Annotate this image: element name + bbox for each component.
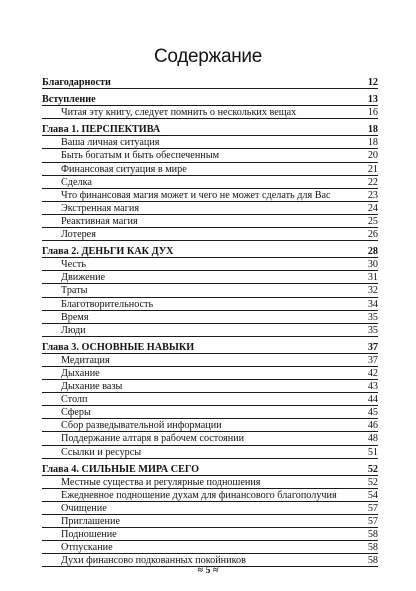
toc-section-row — [42, 258, 378, 271]
toc-section-row — [42, 284, 378, 297]
toc-entry-title: Сбор разведывательной информации — [61, 420, 222, 432]
toc-entry-title: Дыхание вазы — [61, 381, 123, 393]
toc-entry-title: Столп — [61, 394, 88, 406]
toc-entry-title: Траты — [61, 285, 88, 297]
toc-entry-title: Духи финансово подкованных покойников — [61, 555, 246, 567]
toc-page-number: 43 — [367, 381, 378, 393]
toc-page-number: 44 — [367, 394, 378, 406]
toc-entry-title: Финансовая ситуация в мире — [61, 163, 187, 175]
toc-entry-title: Лотерея — [61, 229, 96, 241]
toc-page-number: 22 — [367, 176, 378, 188]
toc-section-row — [42, 136, 378, 149]
toc-section-row — [42, 354, 378, 367]
toc-page-number: 37 — [367, 341, 378, 353]
toc-chapter-row — [42, 93, 378, 106]
toc-page-number: 30 — [367, 259, 378, 271]
toc-page-number: 18 — [367, 124, 378, 136]
toc-page-number: 57 — [367, 516, 378, 527]
toc-page-number: 21 — [367, 163, 378, 175]
toc-entry-title: Отпускание — [61, 542, 113, 554]
toc-section-row — [42, 446, 378, 459]
toc-section-row — [42, 393, 378, 406]
toc-entry-title: Глава 1. ПЕРСПЕКТИВА — [42, 124, 161, 136]
toc-entry-title: Сферы — [61, 407, 91, 419]
toc-section-row — [42, 432, 378, 445]
toc-page-number: 18 — [367, 137, 378, 149]
toc-section-row — [42, 476, 378, 489]
toc-page-number: 24 — [367, 202, 378, 214]
toc-entry-title: Глава 4. СИЛЬНЫЕ МИРА СЕГО — [42, 463, 200, 475]
toc-page-number: 48 — [367, 433, 378, 445]
page-number: ≈ 5 ≈ — [197, 565, 219, 576]
toc-entry-title: Вступление — [42, 94, 96, 106]
toc-entry-title: Ваша личная ситуация — [61, 137, 160, 149]
toc-page-number: 52 — [367, 463, 378, 475]
toc-section-row — [42, 202, 378, 215]
toc-entry-title: Реактивная магия — [61, 215, 138, 227]
toc-entry-title: Дыхание — [61, 367, 100, 379]
toc-page-number: 32 — [367, 285, 378, 297]
toc-section-row — [42, 189, 378, 202]
toc-page-number: 58 — [367, 529, 378, 541]
toc-section-row — [42, 528, 378, 541]
toc-page-number: 34 — [367, 298, 378, 310]
toc-section-row — [42, 541, 378, 554]
toc-page-number: 26 — [367, 229, 378, 241]
toc-chapter-row — [42, 463, 378, 476]
toc-entry-title: Очищение — [61, 502, 107, 514]
toc-section-row — [42, 271, 378, 284]
toc-page-number: 28 — [367, 246, 378, 258]
toc-page-number: 35 — [367, 311, 378, 323]
toc-entry-title: Подношение — [61, 529, 117, 541]
toc-page-number: 35 — [367, 324, 378, 336]
toc-page-number: 31 — [367, 272, 378, 284]
toc-page-number: 46 — [367, 420, 378, 432]
toc-entry-title: Сделка — [61, 176, 92, 188]
toc-page-number: 45 — [367, 407, 378, 419]
toc-section-row — [42, 324, 378, 337]
toc-section-row — [42, 419, 378, 432]
toc-chapter-row — [42, 245, 378, 258]
toc-entry-title: Поддержание алтаря в рабочем состоянии — [61, 433, 245, 445]
toc-entry-title: Время — [61, 311, 89, 323]
toc-page-number: 58 — [367, 542, 378, 554]
toc-page-number: 57 — [367, 502, 378, 514]
toc-section-row — [42, 106, 378, 119]
toc-page-number: 13 — [367, 94, 378, 106]
toc-entry-title: Благотворительность — [61, 298, 154, 310]
toc-section-row — [42, 215, 378, 228]
toc-page-number: 58 — [367, 555, 378, 567]
toc-chapter-row — [42, 123, 378, 136]
toc-section-row — [42, 298, 378, 311]
toc-section-row — [42, 489, 378, 502]
toc-section-row — [42, 311, 378, 324]
toc-entry-title: Ежедневное подношение духам для финансового благополучия — [61, 489, 337, 501]
table-of-contents — [42, 76, 378, 567]
toc-entry-title: Быть богатым и быть обеспеченным — [61, 150, 220, 162]
toc-entry-title: Ссылки и ресурсы — [61, 446, 142, 458]
toc-chapter-row — [42, 341, 378, 354]
toc-section-row — [42, 502, 378, 515]
toc-section-row — [42, 149, 378, 162]
page-title: Содержание — [153, 46, 263, 67]
toc-page-number: 42 — [367, 367, 378, 379]
toc-page-number: 23 — [367, 189, 378, 201]
toc-entry-title: Благодарности — [42, 77, 111, 88]
toc-entry-title: Читая эту книгу, следует помнить о нескольких вещах — [61, 107, 297, 119]
toc-page-number: 37 — [367, 354, 378, 366]
toc-entry-title: Движение — [61, 272, 106, 284]
toc-entry-title: Глава 2. ДЕНЬГИ КАК ДУХ — [42, 246, 174, 258]
toc-section-row — [42, 163, 378, 176]
toc-page-number: 25 — [367, 215, 378, 227]
toc-entry-title: Приглашение — [61, 516, 120, 527]
toc-section-row — [42, 228, 378, 241]
toc-page-number: 12 — [367, 77, 378, 88]
toc-page-number: 51 — [367, 446, 378, 458]
toc-page-number: 54 — [367, 489, 378, 501]
toc-entry-title: Глава 3. ОСНОВНЫЕ НАВЫКИ — [42, 341, 195, 353]
toc-section-row — [42, 176, 378, 189]
toc-section-row — [42, 515, 378, 528]
toc-entry-title: Экстренная магия — [61, 202, 140, 214]
toc-entry-title: Местные существа и регулярные подношения — [61, 476, 261, 488]
toc-section-row — [42, 380, 378, 393]
toc-entry-title: Что финансовая магия может и чего не может сделать для Вас — [61, 189, 331, 201]
toc-page-number: 16 — [367, 107, 378, 119]
toc-section-row — [42, 367, 378, 380]
toc-chapter-row — [42, 76, 378, 89]
toc-entry-title: Медитация — [61, 354, 110, 366]
toc-section-row — [42, 406, 378, 419]
toc-entry-title: Честь — [61, 259, 87, 271]
toc-entry-title: Люди — [61, 324, 86, 336]
toc-page-number: 20 — [367, 150, 378, 162]
toc-page-number: 52 — [367, 476, 378, 488]
